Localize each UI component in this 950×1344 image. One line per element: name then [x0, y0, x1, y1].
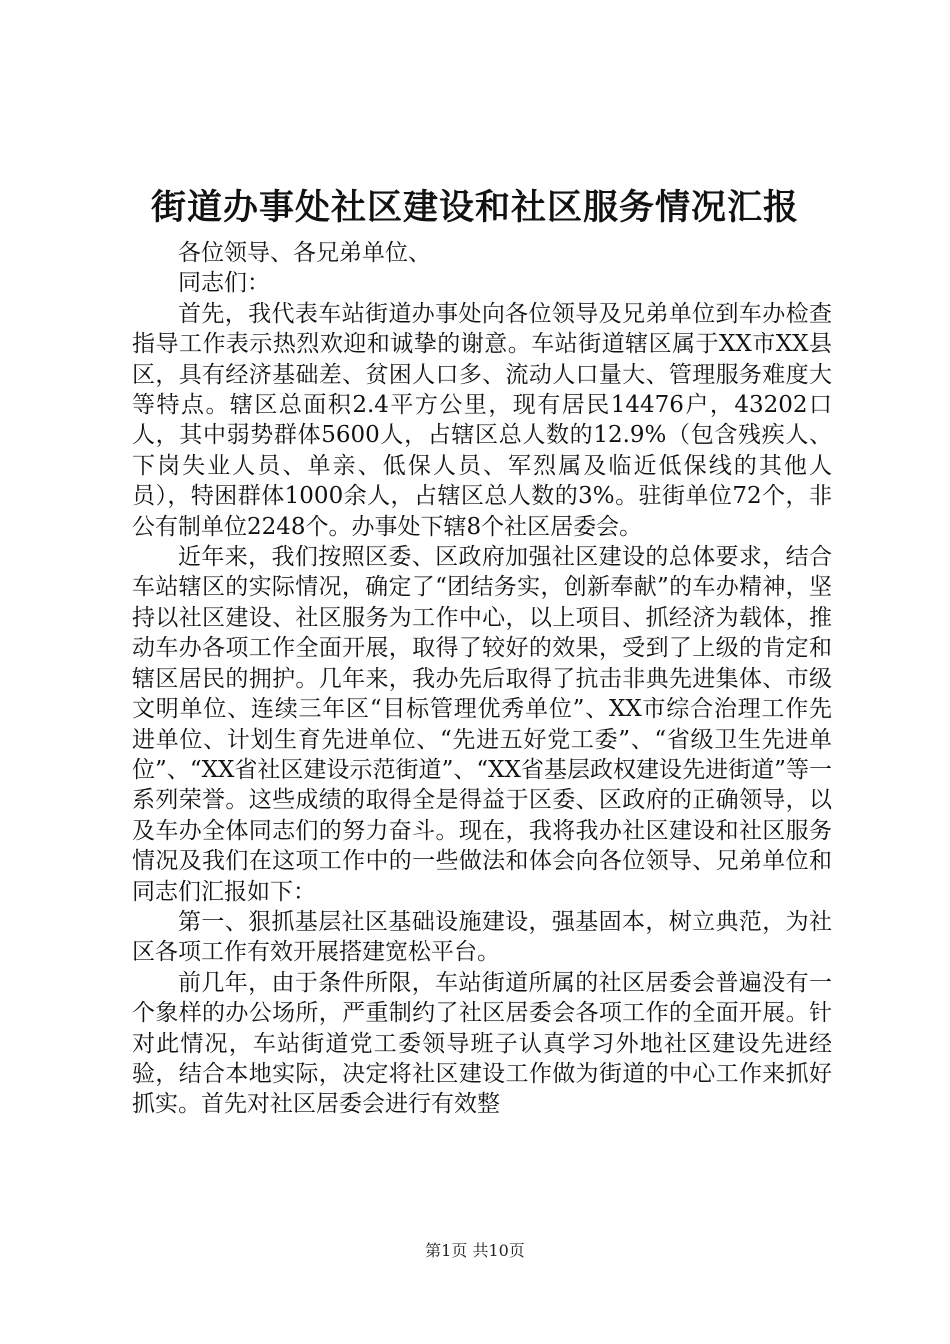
body-paragraph: 前几年，由于条件所限，车站街道所属的社区居委会普遍没有一个象样的办公场所，严重制约了社区居委会各项工作的全面开展。针对此情况，车站街道党工委领导班子认真学习外地社区建设先进经验，结合本地实际，决定将社区建设工作做为街道的中心工作来抓好抓实。首先对社区居委会进行有效整 [132, 969, 832, 1118]
body-paragraph: 近年来，我们按照区委、区政府加强社区建设的总体要求，结合车站辖区的实际情况，确定了“团结务实，创新奉献”的车办精神，坚持以社区建设、社区服务为工作中心，以上项目、抓经济为载体，推动车办各项工作全面开展，取得了较好的效果，受到了上级的肯定和辖区居民的拥护。几年来，我办先后取得了抗击非典先进集体、市级文明单位、连续三年区“目标管理优秀单位”、XX市综合治理工作先进单位、计划生育先进单位、“先进五好党工委”、“省级卫生先进单位”、“XX省社区建设示范街道”、“XX省基层政权建设先进街道”等一系列荣誉。这些成绩的取得全是得益于区委、区政府的正确领导，以及车办全体同志们的努力奋斗。现在，我将我办社区建设和社区服务情况及我们在这项工作中的一些做法和体会向各位领导、兄弟单位和同志们汇报如下： [132, 544, 832, 905]
document-body [132, 238, 832, 1120]
salutation-line: 同志们： [178, 270, 270, 297]
body-paragraph: 首先，我代表车站街道办事处向各位领导及兄弟单位到车办检查指导工作表示热烈欢迎和诚挚的谢意。车站街道辖区属于XX市XX县区，具有经济基础差、贫困人口多、流动人口量大、管理服务难度大等特点。辖区总面积2.4平方公里，现有居民14476户，43202口人，其中弱势群体5600人，占辖区总人数的12.9%（包含残疾人、下岗失业人员、单亲、低保人员、军烈属及临近低保线的其他人员），特困群体1000余人，占辖区总人数的3%。驻街单位72个，非公有制单位2248个。办事处下辖8个社区居委会。 [132, 300, 832, 540]
document-title: 街道办事处社区建设和社区服务情况汇报 [150, 187, 799, 228]
salutation-line: 各位领导、各兄弟单位、 [178, 240, 431, 266]
page-footer: 第1页 共10页 [425, 1241, 525, 1260]
body-paragraph: 第一、狠抓基层社区基础设施建设，强基固本，树立典范，为社区各项工作有效开展搭建宽松平台。 [132, 908, 832, 966]
